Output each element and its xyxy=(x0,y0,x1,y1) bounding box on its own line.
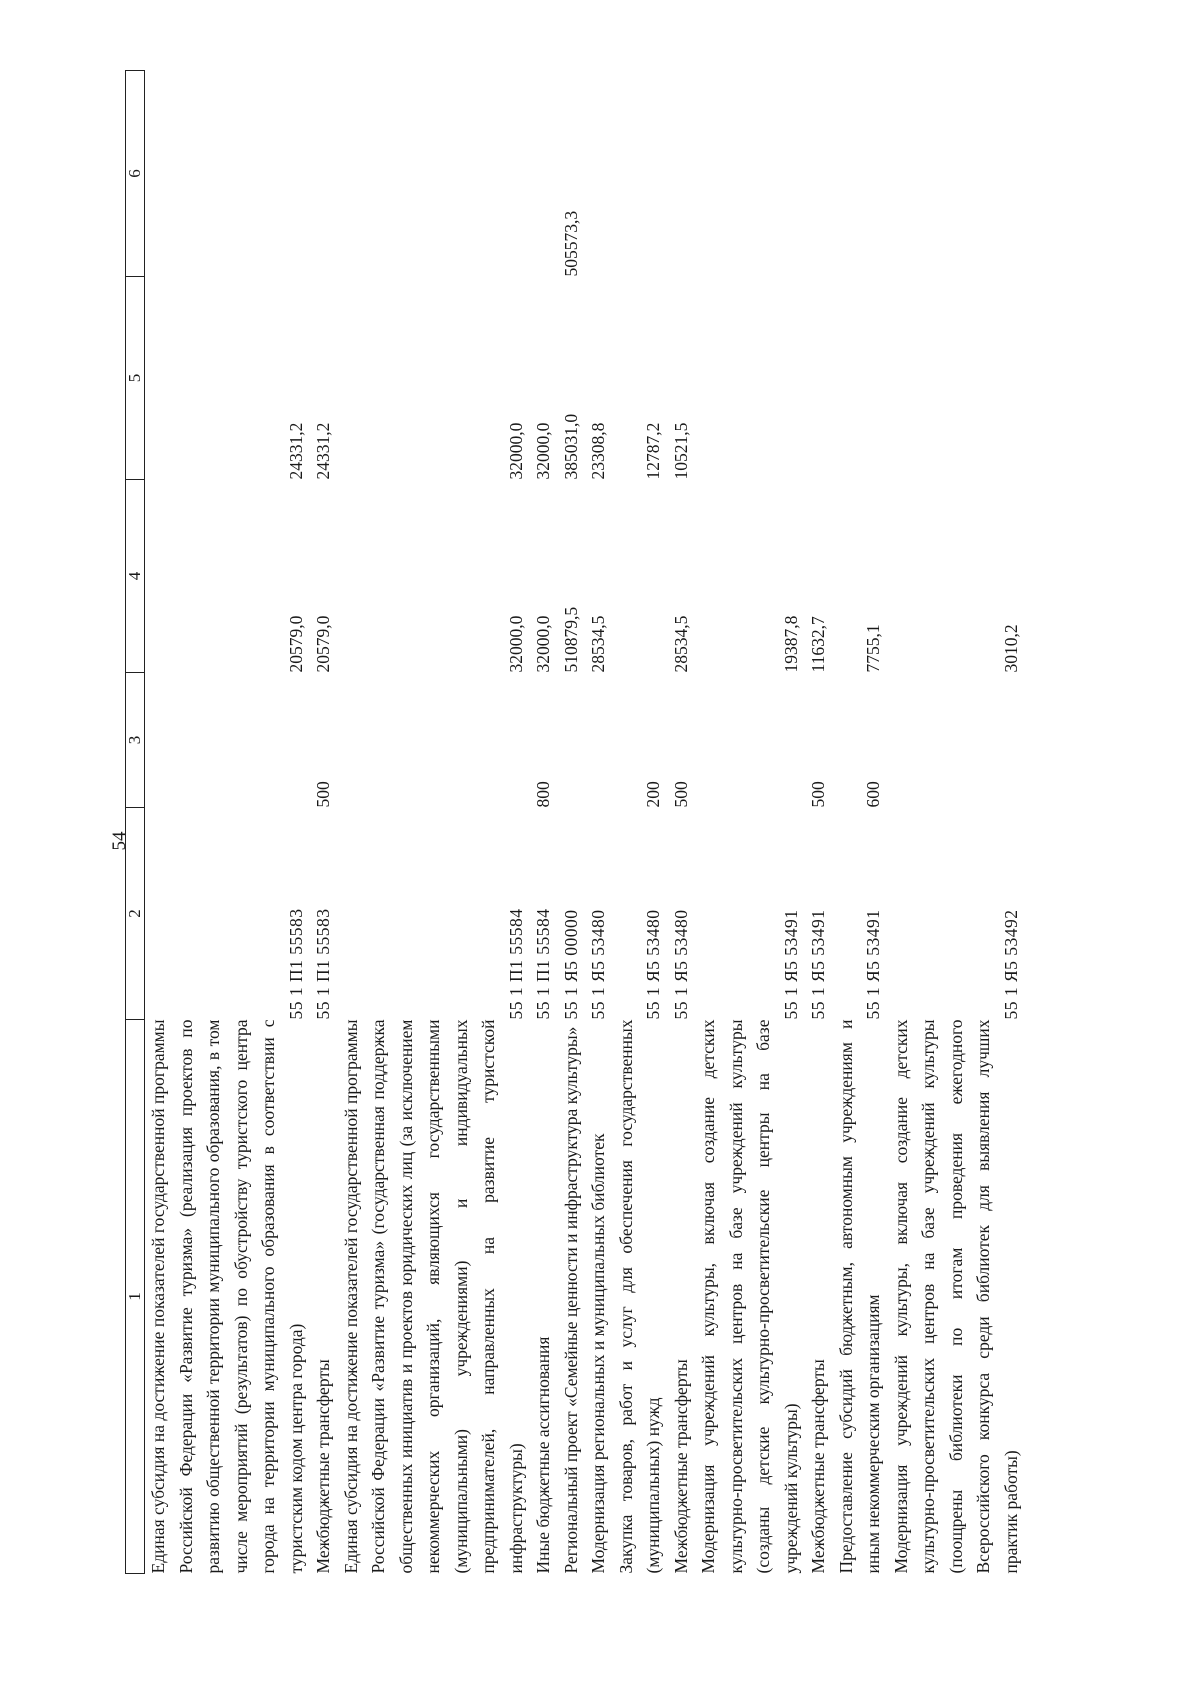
column-header-6: 6 xyxy=(126,71,145,277)
row-code-cell: 55 1 Я5 53480 xyxy=(643,909,663,1020)
row-amount-col6-cell xyxy=(530,71,558,277)
row-amount-col6-cell xyxy=(888,71,1026,277)
column-header-2: 2 xyxy=(126,808,145,1020)
row-amount-col5-cell: 32000,0 xyxy=(533,422,553,480)
row-amount-col5-cell xyxy=(695,277,805,480)
row-amount-col4-cell: 20579,0 xyxy=(285,615,306,673)
row-amount-col4-cell: 510879,5 xyxy=(560,606,581,673)
row-type-cell: 600 xyxy=(863,781,883,808)
row-type-cell: 800 xyxy=(533,781,553,808)
row-name-cell: Модернизация региональных и муниципальных библиотек xyxy=(588,1133,608,1574)
row-code-cell: 55 1 Я5 53480 xyxy=(670,909,691,1020)
row-amount-col5-cell: 32000,0 xyxy=(505,422,526,480)
table-row xyxy=(805,71,833,1574)
table-row xyxy=(530,71,558,1574)
row-amount-col6-cell xyxy=(668,71,696,277)
table-header xyxy=(126,71,145,1574)
table-row xyxy=(145,71,311,1574)
row-amount-col6-cell xyxy=(613,71,668,277)
row-amount-col6-cell xyxy=(145,71,311,277)
row-code-cell: 55 1 Я5 00000 xyxy=(560,909,581,1020)
row-code-cell: 55 1 П1 55584 xyxy=(505,908,526,1020)
column-header-1: 1 xyxy=(126,1020,145,1574)
row-amount-col4-cell: 28534,5 xyxy=(670,615,691,673)
row-amount-col5-cell: 23308,8 xyxy=(588,422,608,480)
row-code-cell: 55 1 Я5 53492 xyxy=(1000,909,1021,1020)
row-type-cell xyxy=(145,673,311,808)
table-body xyxy=(145,71,1026,1574)
row-type-cell xyxy=(585,673,613,808)
row-code-cell: 55 1 Я5 53491 xyxy=(780,909,801,1020)
row-type-cell: 500 xyxy=(808,781,828,808)
row-name-cell: Иные бюджетные ассигнования xyxy=(533,1336,553,1574)
row-amount-col4-cell: 28534,5 xyxy=(588,615,608,673)
row-type-cell: 500 xyxy=(670,781,691,808)
row-amount-col6-cell xyxy=(310,71,338,277)
row-name-cell: Предоставление субсидий бюджетным, автономным учреждениям и иным некоммерческим организациям xyxy=(835,1019,883,1574)
row-amount-col5-cell: 12787,2 xyxy=(643,422,663,480)
row-type-cell xyxy=(338,673,531,808)
table-row xyxy=(338,71,531,1574)
row-amount-col5-cell: 24331,2 xyxy=(285,422,306,480)
row-code-cell: 55 1 Я5 53491 xyxy=(808,909,828,1020)
row-amount-col4-cell: 19387,8 xyxy=(780,615,801,673)
row-name-cell: Межбюджетные трансферты xyxy=(313,1359,333,1574)
row-code-cell: 55 1 Я5 53480 xyxy=(588,909,608,1020)
row-amount-col4-cell: 32000,0 xyxy=(533,615,553,673)
row-name-cell: Модернизация учреждений культуры, включая создание детских культурно-просветительских центров на базе учреждений культуры (поощрены библиотеки по итогам проведения ежегодного Всероссийского конкурса среди библиотек для выявления лучших практик работы) xyxy=(890,1019,1021,1574)
page-number: 54 xyxy=(109,831,130,851)
table-row xyxy=(585,71,613,1574)
table-row xyxy=(695,71,805,1574)
row-amount-col4-cell xyxy=(613,480,668,673)
row-name-cell: Межбюджетные трансферты xyxy=(670,1359,691,1574)
row-amount-col6-cell xyxy=(805,71,833,277)
row-code-cell: 55 1 П1 55583 xyxy=(285,908,306,1020)
row-amount-col6-cell: 505573,3 xyxy=(560,210,581,277)
row-amount-col6-cell xyxy=(695,71,805,277)
row-type-cell xyxy=(558,673,586,808)
row-code-cell: 55 1 Я5 53491 xyxy=(863,909,883,1020)
row-amount-col4-cell: 3010,2 xyxy=(1000,624,1021,673)
row-amount-col5-cell xyxy=(888,277,1026,480)
row-amount-col5-cell xyxy=(833,277,888,480)
row-amount-col6-cell xyxy=(585,71,613,277)
row-name-cell: Региональный проект «Семейные ценности и инфраструктура культуры» xyxy=(560,1026,581,1574)
table-row xyxy=(888,71,1026,1574)
row-amount-col4-cell: 11632,7 xyxy=(808,616,828,673)
table-row xyxy=(833,71,888,1574)
table-row xyxy=(613,71,668,1574)
row-type-cell: 500 xyxy=(313,781,333,808)
row-amount-col6-cell xyxy=(338,71,531,277)
row-name-cell: Межбюджетные трансферты xyxy=(808,1359,828,1574)
row-code-cell: 55 1 П1 55583 xyxy=(313,908,333,1020)
row-type-cell: 200 xyxy=(643,781,663,808)
column-header-4: 4 xyxy=(126,480,145,673)
row-amount-col6-cell xyxy=(833,71,888,277)
budget-table xyxy=(125,70,1025,1574)
table-row xyxy=(668,71,696,1574)
row-amount-col4-cell: 20579,0 xyxy=(313,615,333,673)
rotated-table-container xyxy=(125,71,1120,1574)
row-name-cell: Единая субсидия на достижение показателей государственной программы Российской Федерации «Развитие туризма» (реализация проектов по развитию общественной территории муниципального образования, в том числе мероприятий (результатов) по обустройству туристского центра города на территории муниципального образования в соответствии с туристским кодом центра города) xyxy=(148,1019,306,1574)
table-row xyxy=(558,71,586,1574)
row-amount-col5-cell xyxy=(805,277,833,480)
row-type-cell xyxy=(888,673,1026,808)
row-code-cell: 55 1 П1 55584 xyxy=(533,908,553,1020)
row-amount-col5-cell: 385031,0 xyxy=(560,413,581,480)
row-amount-col5-cell: 24331,2 xyxy=(313,422,333,480)
row-amount-col5-cell: 10521,5 xyxy=(670,422,691,480)
row-name-cell: Единая субсидия на достижение показателей государственной программы Российской Федерации «Развитие туризма» (государственная поддержка общественных инициатив и проектов юридических лиц (за исключением некоммерческих организаций, являющихся государственными (муниципальными) учреждениями) и индивидуальных предпринимателей, направленных на развитие туристской инфраструктуры) xyxy=(340,1019,526,1574)
row-amount-col4-cell: 7755,1 xyxy=(863,624,883,673)
column-header-3: 3 xyxy=(126,673,145,808)
table-row xyxy=(310,71,338,1574)
row-amount-col4-cell: 32000,0 xyxy=(505,615,526,673)
row-type-cell xyxy=(695,673,805,808)
row-name-cell: Закупка товаров, работ и услуг для обеспечения государственных (муниципальных) нужд xyxy=(615,1019,663,1574)
column-header-5: 5 xyxy=(126,277,145,480)
row-name-cell: Модернизация учреждений культуры, включая создание детских культурно-просветительских центров на базе учреждений культуры (созданы детские культурно-просветительские центры на базе учреждений культуры) xyxy=(698,1019,801,1574)
